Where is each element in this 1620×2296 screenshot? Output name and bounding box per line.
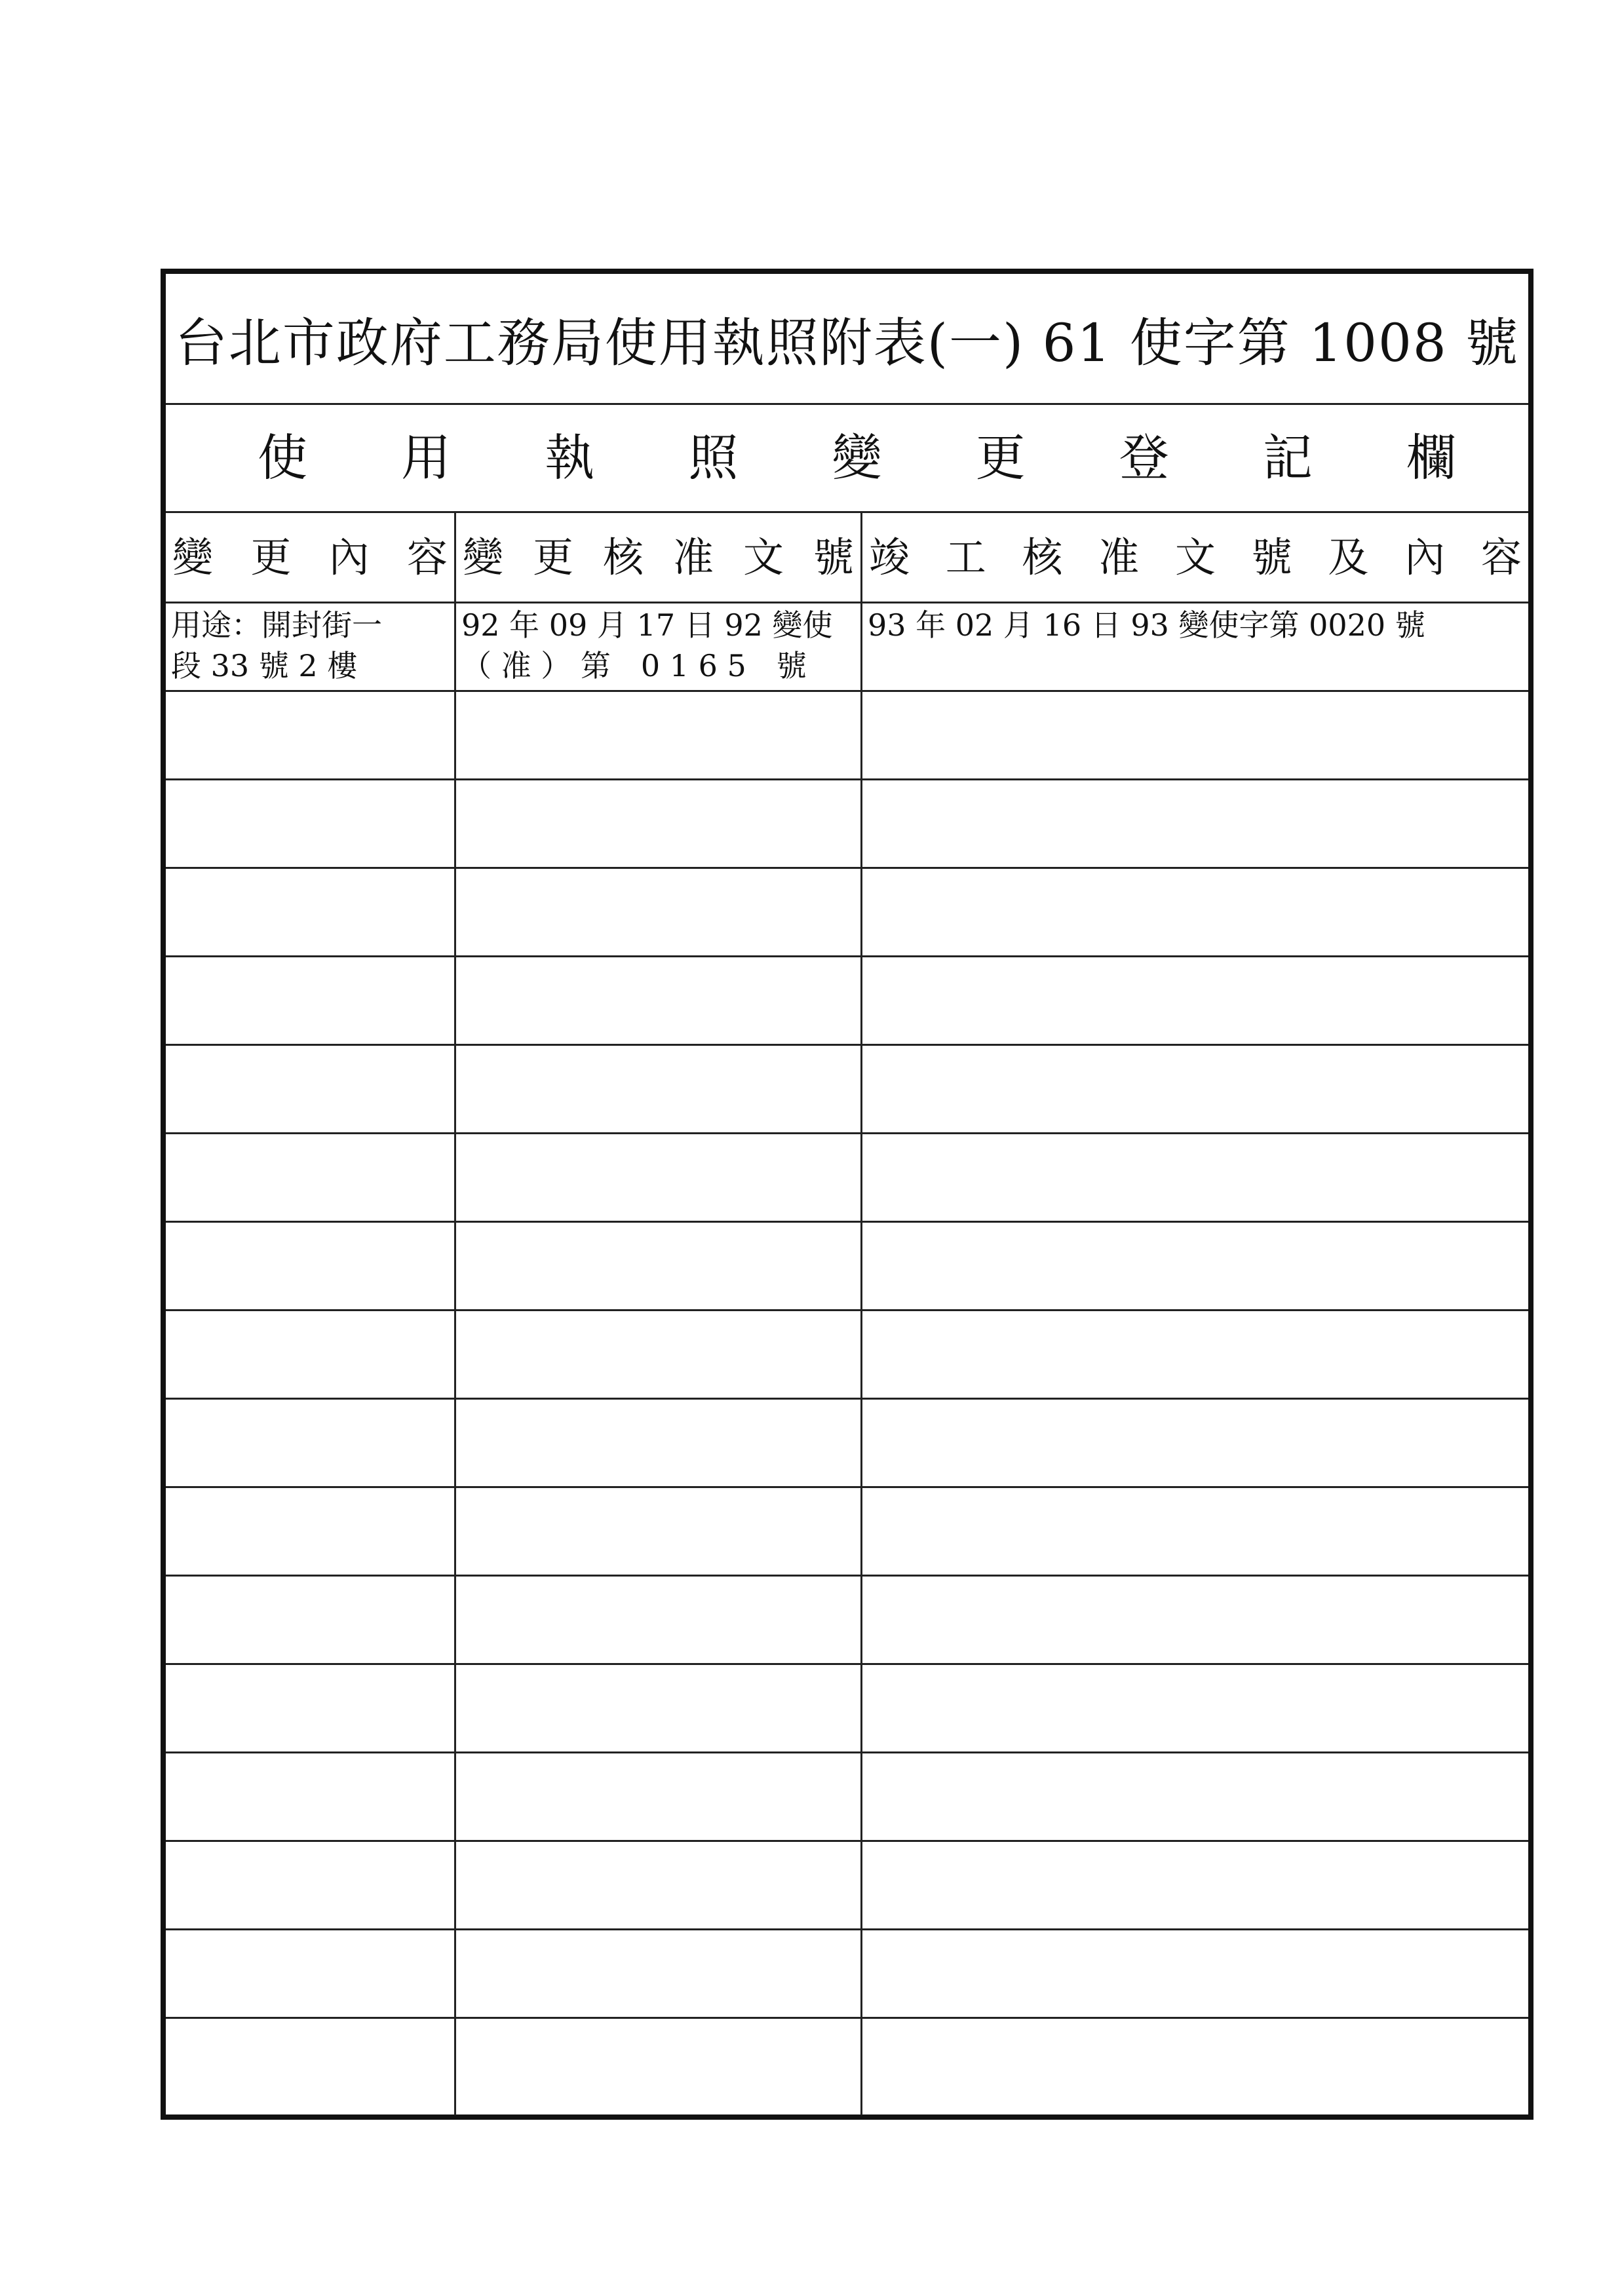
column-header-char: 工 [945,533,986,581]
row-divider [166,1575,1528,1577]
cell-line: 93 年 02 月 16 日 93 變使字第 0020 號 [868,607,1425,643]
row-divider [166,1751,1528,1753]
row-divider [166,1840,1528,1842]
section-heading-char: 登 [1119,429,1169,487]
cell-change-content [166,605,454,686]
header-divider [166,602,1528,603]
column-header-completion-approval [862,513,1528,602]
row-divider [166,1398,1528,1400]
form-title: 台北市政府工務局使用執照附表(一) 61 使字第 1008 號 [174,313,1520,373]
row-divider [166,867,1528,869]
column-header-char: 號 [813,533,854,581]
cell-completion-approval [862,605,1528,645]
column-header-char: 文 [742,533,784,581]
column-header-char: 更 [532,533,573,581]
row-divider [166,778,1528,780]
section-heading-char: 變 [832,429,882,487]
column-header-char: 核 [1022,533,1063,581]
row-divider [166,690,1528,692]
form-title-row [166,274,1528,405]
column-header-char: 變 [463,533,504,581]
column-divider [454,513,456,2115]
section-heading-char: 用 [401,429,452,487]
column-header-char: 容 [406,533,448,581]
section-heading [166,405,1528,513]
column-header-change-content [166,513,454,602]
column-header-char: 准 [672,533,714,581]
section-heading-char: 欄 [1406,429,1456,487]
column-header-char: 號 [1251,533,1292,581]
column-header-char: 內 [1404,533,1446,581]
column-header-char: 核 [602,533,644,581]
column-header-char: 內 [328,533,370,581]
row-divider [166,1132,1528,1134]
section-heading-char: 記 [1262,429,1313,487]
column-header-char: 竣 [869,533,910,581]
cell-change-approval [456,605,860,686]
column-header-char: 及 [1328,533,1369,581]
row-divider [166,1044,1528,1046]
cell-line: （ 准 ） 第 0 1 6 5 號 [461,648,807,683]
section-heading-char: 執 [545,429,595,487]
row-divider [166,2017,1528,2019]
row-divider [166,1486,1528,1488]
column-header-char: 更 [250,533,292,581]
section-heading-char: 照 [688,429,739,487]
cell-line: 段 33 號 2 樓 [171,648,358,683]
row-divider [166,1663,1528,1665]
column-divider [860,513,862,2115]
column-header-char: 准 [1098,533,1140,581]
cell-line: 92 年 09 月 17 日 92 變使 [461,607,833,643]
column-header-char: 變 [172,533,214,581]
column-header-change-approval-number [456,513,860,602]
row-divider [166,1221,1528,1223]
row-divider [166,1309,1528,1311]
section-heading-char: 更 [975,429,1026,487]
row-divider [166,1928,1528,1930]
cell-line: 用途：開封街一 [171,607,382,643]
section-heading-char: 使 [258,429,307,487]
change-registration-form [161,269,1533,2120]
row-divider [166,955,1528,957]
column-header-char: 容 [1480,533,1522,581]
column-header-char: 文 [1174,533,1216,581]
